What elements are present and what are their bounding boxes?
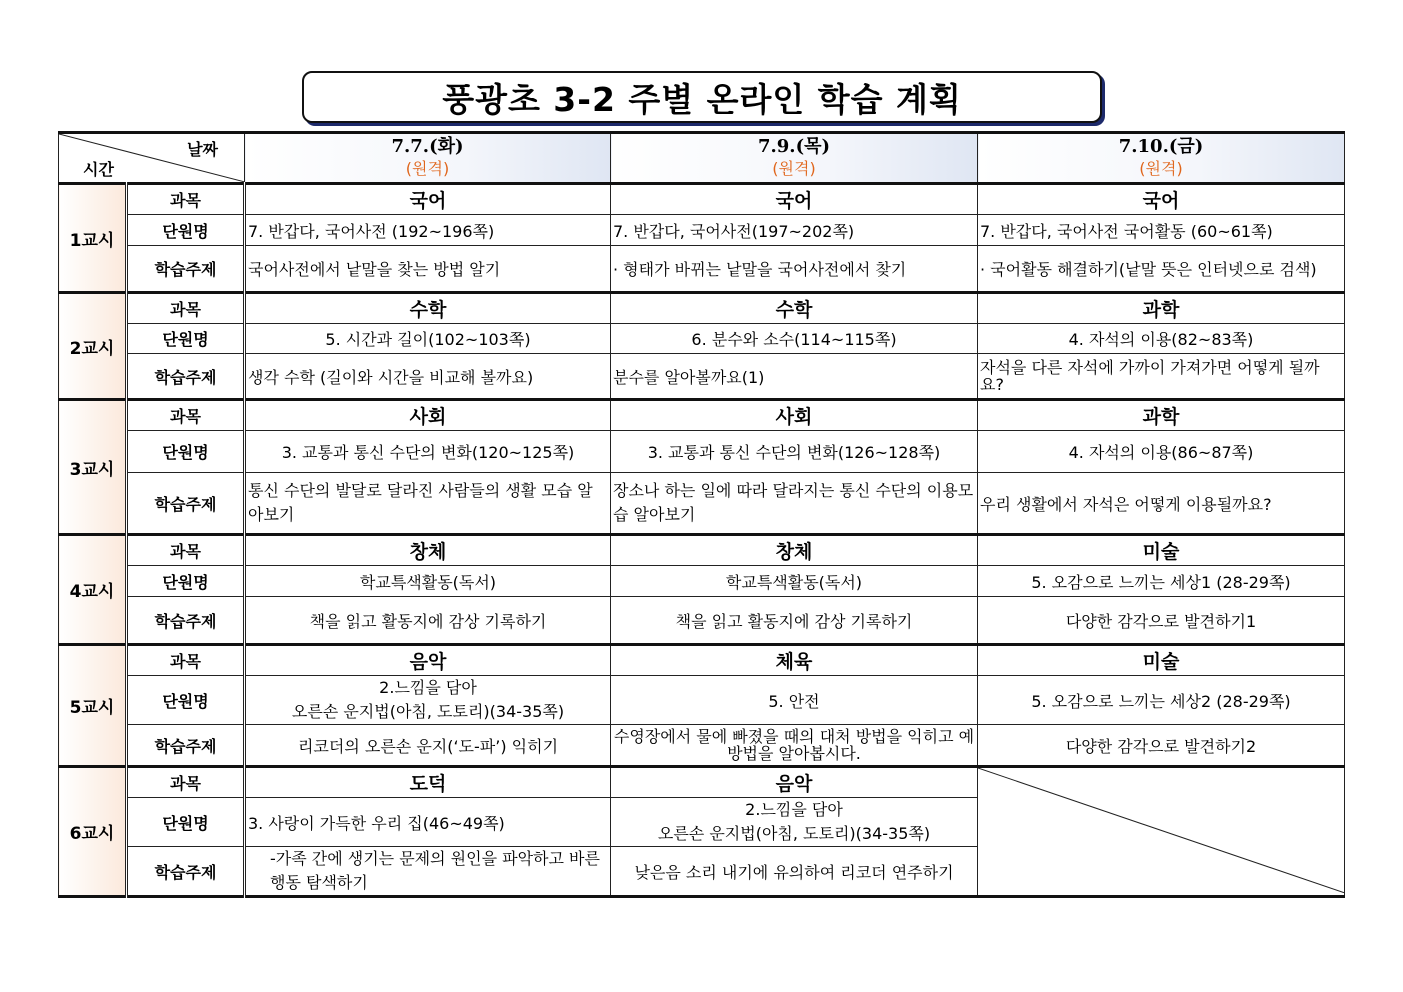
- unit-row: [59, 676, 1345, 725]
- corner-time-label: 시간: [83, 160, 114, 179]
- topic-cell: 분수를 알아볼까요(1): [611, 354, 978, 400]
- subject-row: [59, 767, 1345, 798]
- date-header: [978, 133, 1345, 184]
- unit-label: 단원명: [127, 215, 245, 246]
- topic-label: 학습주제: [127, 473, 245, 535]
- subject-row: [59, 400, 1345, 431]
- subject-label: 과목: [127, 645, 245, 676]
- subject-cell: 도덕: [245, 767, 611, 798]
- unit-row: [59, 566, 1345, 597]
- subject-cell: 수학: [245, 293, 611, 324]
- subject-cell: 음악: [245, 645, 611, 676]
- unit-cell: 5. 오감으로 느끼는 세상2 (28-29쪽): [978, 676, 1345, 725]
- unit-cell: 5. 안전: [611, 676, 978, 725]
- subject-label: 과목: [127, 535, 245, 566]
- unit-cell: 3. 사랑이 가득한 우리 집(46~49쪽): [245, 798, 611, 847]
- topic-cell: 낮은음 소리 내기에 유의하여 리코더 연주하기: [611, 847, 978, 897]
- unit-line: 2.느낌을 담아: [745, 800, 843, 819]
- period-cell: 3교시: [59, 400, 127, 535]
- unit-row: [59, 324, 1345, 354]
- header-row: [59, 133, 1345, 184]
- subject-cell: 미술: [978, 645, 1345, 676]
- subject-row: [59, 184, 1345, 215]
- subject-cell: 미술: [978, 535, 1345, 566]
- topic-cell: 책을 읽고 활동지에 감상 기록하기: [611, 597, 978, 645]
- topic-cell: 책을 읽고 활동지에 감상 기록하기: [245, 597, 611, 645]
- title-box: [302, 71, 1102, 123]
- mode-text: (원격): [405, 159, 450, 178]
- unit-row: [59, 215, 1345, 246]
- topic-row: [59, 354, 1345, 400]
- subject-label: 과목: [127, 293, 245, 324]
- empty-cell: [978, 767, 1345, 897]
- unit-cell: 7. 반갑다, 국어사전 (192~196쪽): [245, 215, 611, 246]
- unit-cell: 학교특색활동(독서): [245, 566, 611, 597]
- page-title: 풍광초 3-2 주별 온라인 학습 계획: [442, 79, 962, 119]
- subject-cell: 국어: [245, 184, 611, 215]
- unit-line: 오른손 운지법(아침, 도토리)(34-35쪽): [291, 702, 565, 721]
- topic-cell: 생각 수학 (길이와 시간을 비교해 볼까요): [245, 354, 611, 400]
- date-header: [245, 133, 611, 184]
- unit-cell: 7. 반갑다, 국어사전(197~202쪽): [611, 215, 978, 246]
- subject-cell: 창체: [245, 535, 611, 566]
- period-cell: 5교시: [59, 645, 127, 767]
- subject-label: 과목: [127, 184, 245, 215]
- empty-diagonal: [978, 768, 1345, 893]
- date-text: 7.7.(화): [391, 136, 464, 157]
- date-header: [611, 133, 978, 184]
- unit-cell: 4. 자석의 이용(82~83쪽): [978, 324, 1345, 354]
- unit-line: 2.느낌을 담아: [379, 678, 477, 697]
- period-cell: 6교시: [59, 767, 127, 897]
- unit-label: 단원명: [127, 431, 245, 473]
- unit-cell: 5. 오감으로 느끼는 세상1 (28-29쪽): [978, 566, 1345, 597]
- topic-label: 학습주제: [127, 597, 245, 645]
- period-cell: 1교시: [59, 184, 127, 293]
- topic-label: 학습주제: [127, 246, 245, 293]
- schedule-table: [58, 131, 1345, 898]
- subject-cell: 사회: [611, 400, 978, 431]
- corner-date-label: 날짜: [187, 140, 218, 159]
- topic-cell: 국어사전에서 낱말을 찾는 방법 알기: [245, 246, 611, 293]
- topic-row: [59, 725, 1345, 767]
- subject-cell: 창체: [611, 535, 978, 566]
- mode-text: (원격): [772, 159, 816, 178]
- unit-cell: 5. 시간과 길이(102~103쪽): [245, 324, 611, 354]
- subject-cell: 수학: [611, 293, 978, 324]
- subject-row: [59, 535, 1345, 566]
- topic-cell: 자석을 다른 자석에 가까이 가져가면 어떻게 될까요?: [978, 354, 1345, 400]
- topic-cell: 우리 생활에서 자석은 어떻게 이용될까요?: [978, 473, 1345, 535]
- unit-label: 단원명: [127, 676, 245, 725]
- unit-cell: [245, 676, 611, 725]
- unit-cell: 4. 자석의 이용(86~87쪽): [978, 431, 1345, 473]
- topic-cell: 다양한 감각으로 발견하기2: [978, 725, 1345, 767]
- subject-cell: 사회: [245, 400, 611, 431]
- corner-cell: [59, 133, 245, 184]
- topic-cell: · 국어활동 해결하기(낱말 뜻은 인터넷으로 검색): [978, 246, 1345, 293]
- period-cell: 2교시: [59, 293, 127, 400]
- topic-row: [59, 246, 1345, 293]
- unit-label: 단원명: [127, 566, 245, 597]
- unit-cell: 7. 반갑다, 국어사전 국어활동 (60~61쪽): [978, 215, 1345, 246]
- subject-row: [59, 293, 1345, 324]
- mode-text: (원격): [1139, 159, 1183, 178]
- subject-row: [59, 645, 1345, 676]
- topic-label: 학습주제: [127, 354, 245, 400]
- unit-cell: 학교특색활동(독서): [611, 566, 978, 597]
- date-text: 7.10.(금): [1118, 136, 1204, 157]
- subject-cell: 국어: [978, 184, 1345, 215]
- subject-cell: 과학: [978, 293, 1345, 324]
- unit-label: 단원명: [127, 324, 245, 354]
- subject-cell: 체육: [611, 645, 978, 676]
- unit-row: [59, 431, 1345, 473]
- topic-row: [59, 473, 1345, 535]
- subject-label: 과목: [127, 767, 245, 798]
- subject-cell: 과학: [978, 400, 1345, 431]
- unit-cell: 6. 분수와 소수(114~115쪽): [611, 324, 978, 354]
- subject-cell: 음악: [611, 767, 978, 798]
- topic-cell: 다양한 감각으로 발견하기1: [978, 597, 1345, 645]
- subject-cell: 국어: [611, 184, 978, 215]
- topic-label: 학습주제: [127, 847, 245, 897]
- topic-cell: 장소나 하는 일에 따라 달라지는 통신 수단의 이용모습 알아보기: [611, 473, 978, 535]
- topic-cell: -가족 간에 생기는 문제의 원인을 파악하고 바른 행동 탐색하기: [245, 847, 611, 897]
- topic-cell: 리코더의 오른손 운지(‘도-파’) 익히기: [245, 725, 611, 767]
- unit-label: 단원명: [127, 798, 245, 847]
- unit-cell: 3. 교통과 통신 수단의 변화(126~128쪽): [611, 431, 978, 473]
- unit-cell: [611, 798, 978, 847]
- topic-label: 학습주제: [127, 725, 245, 767]
- topic-cell: 수영장에서 물에 빠졌을 때의 대처 방법을 익히고 예방법을 알아봅시다.: [611, 725, 978, 767]
- period-cell: 4교시: [59, 535, 127, 645]
- topic-cell: · 형태가 바뀌는 낱말을 국어사전에서 찾기: [611, 246, 978, 293]
- subject-label: 과목: [127, 400, 245, 431]
- topic-row: [59, 597, 1345, 645]
- topic-cell: 통신 수단의 발달로 달라진 사람들의 생활 모습 알아보기: [245, 473, 611, 535]
- unit-cell: 3. 교통과 통신 수단의 변화(120~125쪽): [245, 431, 611, 473]
- unit-line: 오른손 운지법(아침, 도토리)(34-35쪽): [657, 824, 931, 843]
- date-text: 7.9.(목): [757, 136, 830, 157]
